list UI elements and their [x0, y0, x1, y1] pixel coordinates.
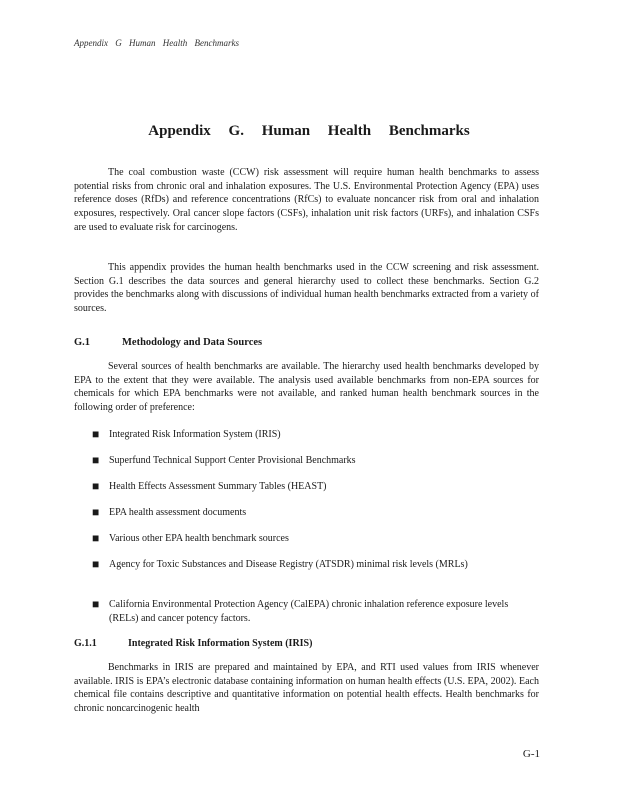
bullet-item	[92, 480, 512, 494]
iris-paragraph	[74, 661, 539, 716]
bullet-text: Agency for Toxic Substances and Disease Registry (ATSDR) minimal risk levels (MRLs)	[109, 559, 468, 570]
section-g11-number: G.1.1	[74, 638, 97, 649]
bullet-marker-icon: ■	[92, 597, 100, 611]
page-number: G-1	[522, 748, 540, 760]
bullet-marker-icon: ■	[92, 505, 100, 519]
methodology-paragraph	[74, 360, 539, 415]
bullet-text: EPA health assessment documents	[109, 507, 247, 518]
bullet-text: Superfund Technical Support Center Provisional Benchmarks	[109, 455, 356, 466]
bullet-text: California Environmental Protection Agency (CalEPA) chronic inhalation reference exposure levels (RELs) and cancer potency factors.	[109, 599, 509, 624]
section-g1-title: Methodology and Data Sources	[122, 337, 263, 348]
bullet-marker-icon: ■	[92, 531, 100, 545]
bullet-item	[92, 532, 512, 546]
page-title: Appendix G. Human Health Benchmarks	[148, 123, 470, 139]
bullet-text: Integrated Risk Information System (IRIS)	[109, 429, 281, 440]
intro-paragraph-text: The coal combustion waste (CCW) risk assessment will require human health benchmarks to assess potential risks from chronic oral and inhalation exposures. The U.S. Environmental Protection Agency (EPA) uses reference doses (RfDs) and reference concentrations (RfCs) to evaluate noncancer risk from oral and inhalation exposures, respectively. Oral cancer slope factors (CSFs), inhalation unit risk factors (URFs), and inhalation CSFs are used to evaluate risk for carcinogens.	[74, 167, 539, 233]
methodology-paragraph-text: Several sources of health benchmarks are available. The hierarchy used health benchmarks developed by EPA to the extent that they were available. The analysis used available benchmarks from non-EPA sources for chemicals for which EPA benchmarks were not available, and ranked human health benchmark sources in the following order of preference:	[74, 361, 539, 414]
section-g1-heading	[74, 337, 262, 348]
bullet-marker-icon: ■	[92, 453, 100, 467]
bullet-marker-icon: ■	[92, 557, 100, 571]
bullet-item	[92, 428, 512, 442]
bullet-marker-icon: ■	[92, 479, 100, 493]
bullet-item	[92, 558, 512, 572]
appendix-overview-paragraph	[74, 261, 539, 316]
bullet-item	[92, 598, 512, 625]
bullet-item	[92, 454, 512, 468]
bullet-item	[92, 506, 512, 520]
bullet-text: Various other EPA health benchmark sources	[109, 533, 289, 544]
bullet-marker-icon: ■	[92, 427, 100, 441]
intro-paragraph	[74, 166, 539, 235]
section-g11-heading	[74, 638, 312, 649]
section-g11-title: Integrated Risk Information System (IRIS)	[128, 638, 313, 649]
running-header: Appendix G Human Health Benchmarks	[74, 38, 239, 48]
section-g1-number: G.1	[74, 337, 91, 348]
bullet-text: Health Effects Assessment Summary Tables (HEAST)	[109, 481, 327, 492]
iris-paragraph-text: Benchmarks in IRIS are prepared and maintained by EPA, and RTI used values from IRIS whenever available. IRIS is EPA’s electronic database containing information on human health effects (U.S. EPA, 2002). Each chemical file contains descriptive and quantitative information on potential health effects. Health benchmarks for chronic noncarcinogenic health	[74, 662, 539, 715]
appendix-overview-text: This appendix provides the human health benchmarks used in the CCW screening and risk assessment. Section G.1 describes the data sources and general hierarchy used to collect these benchmarks. Section G.2 provides the benchmarks along with discussions of individual human health benchmarks extracted from a variety of sources.	[74, 262, 539, 315]
